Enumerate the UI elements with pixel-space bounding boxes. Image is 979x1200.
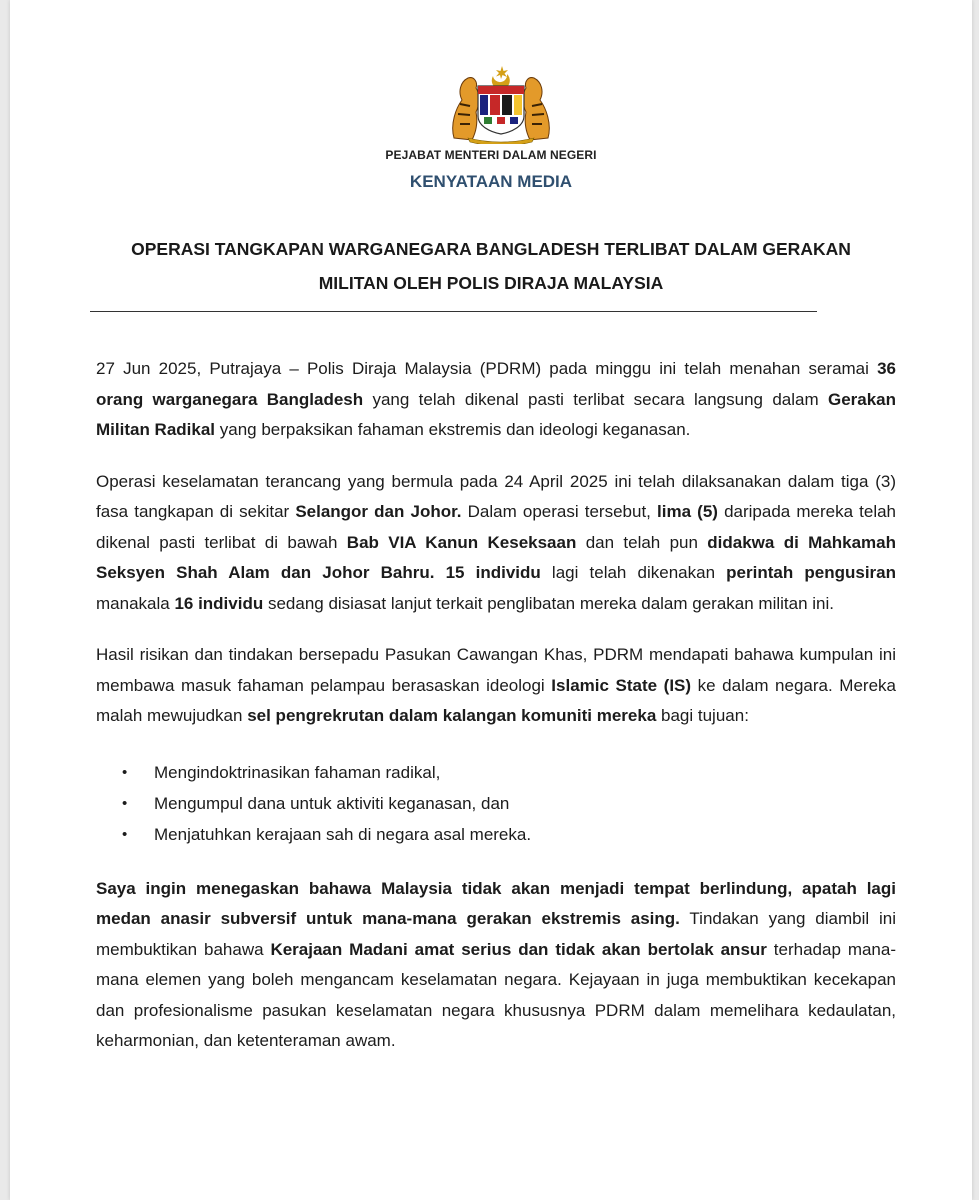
title-line-1: OPERASI TANGKAPAN WARGANEGARA BANGLADESH TERLIBAT DALAM GERAKAN bbox=[131, 239, 851, 259]
document-type: KENYATAAN MEDIA bbox=[409, 172, 573, 191]
paragraph-2: Operasi keselamatan terancang yang bermula pada 24 April 2025 ini telah dilaksanakan dalam tiga (3) fasa tangkapan di sekitar Selangor dan Johor. Dalam operasi tersebut, lima (5) daripada mereka telah dikenal pasti terlibat di bawah Bab VIA Kanun Keseksaan dan telah pun didakwa di Mahkamah Seksyen Shah Alam dan Johor Bahru. 15 individu lagi telah dikenakan perintah pengusiran manakala 16 individu sedang disiasat lanjut terkait penglibatan mereka dalam gerakan militan ini. bbox=[96, 471, 897, 613]
issuing-office: PEJABAT MENTERI DALAM NEGERI bbox=[385, 148, 597, 162]
page-title bbox=[70, 232, 912, 300]
paragraph-3: Hasil risikan dan tindakan bersepadu Pasukan Cawangan Khas, PDRM mendapati bahawa kumpulan ini membawa masuk fahaman pelampau berasaskan ideologi Islamic State (IS) ke dalam negara. Mereka malah mewujudkan sel pengrekrutan dalam kalangan komuniti mereka bagi tujuan: bbox=[96, 645, 896, 725]
paragraph-4: Saya ingin menegaskan bahawa Malaysia tidak akan menjadi tempat berlindung, apatah lagi medan anasir subversif untuk mana-mana gerakan ekstremis asing. Tindakan yang diambil ini membuktikan bahawa Kerajaan Madani amat serius dan tidak akan bertolak ansur terhadap mana-mana elemen yang boleh mengancam keselamatan negara. Kejayaan in juga membuktikan kecekapan dan profesionalisme pasukan keselamatan negara khususnya PDRM dalam memelihara kedaulatan, keharmonian, dan ketenteraman awam. bbox=[96, 878, 897, 1050]
list-item: • Mengumpul dana untuk aktiviti keganasan, dan bbox=[96, 788, 896, 819]
title-divider bbox=[90, 311, 817, 312]
paragraph-1: 27 Jun 2025, Putrajaya – Polis Diraja Malaysia (PDRM) pada minggu ini telah menahan seramai 36 orang warganegara Bangladesh yang telah dikenal pasti terlibat secara langsung dalam Gerakan Militan Radikal yang berpaksikan fahaman ekstremis dan ideologi keganasan. bbox=[96, 359, 897, 439]
purpose-list bbox=[96, 757, 896, 850]
list-item: • Mengindoktrinasikan fahaman radikal, bbox=[96, 757, 896, 788]
statement-body bbox=[96, 354, 896, 1078]
coat-of-arms-icon bbox=[446, 64, 556, 144]
bullet-icon: • bbox=[122, 794, 128, 812]
bullet-icon: • bbox=[122, 825, 128, 843]
bullet-icon: • bbox=[122, 763, 128, 781]
press-release-page bbox=[10, 0, 972, 1200]
list-item: • Menjatuhkan kerajaan sah di negara asal mereka. bbox=[96, 819, 896, 850]
title-line-2: MILITAN OLEH POLIS DIRAJA MALAYSIA bbox=[318, 273, 664, 293]
